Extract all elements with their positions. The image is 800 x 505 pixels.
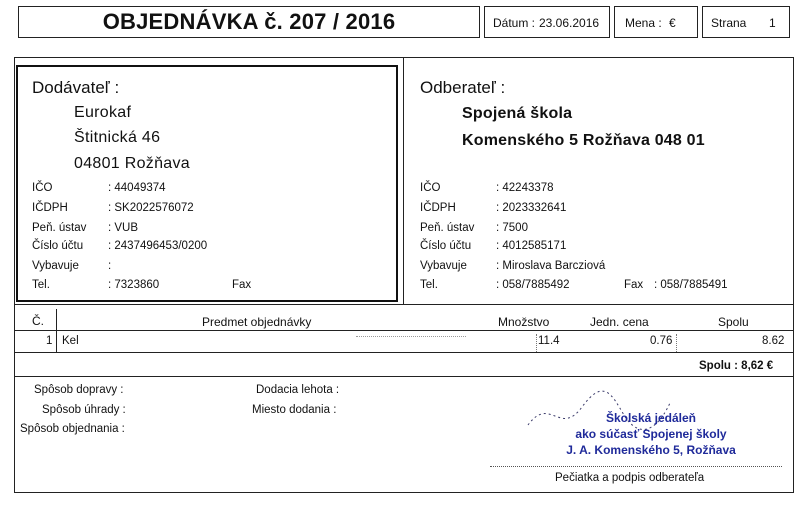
buyer-field-value: : 7500 <box>496 222 528 234</box>
supplier-field-label: Vybavuje <box>32 260 79 272</box>
table-row-line <box>14 352 794 353</box>
page-value: 1 <box>769 16 776 30</box>
buyer-field-value: : 058/7885492 <box>496 279 570 291</box>
supplier-field-value: : VUB <box>108 222 139 234</box>
buyer-field-label: Peň. ústav <box>420 222 475 234</box>
buyer-heading: Odberateľ : <box>420 78 506 97</box>
supplier-field-value: : <box>108 260 112 272</box>
currency-value: € <box>669 16 676 30</box>
stamp-line: Školská jedáleň <box>605 411 697 425</box>
buyer-field-label: Tel. <box>420 279 438 291</box>
signature-label: Pečiatka a podpis odberateľa <box>555 472 705 484</box>
date-label: Dátum : <box>493 16 536 30</box>
date-value: 23.06.2016 <box>539 16 600 30</box>
grand-total-value: 8,62 € <box>741 360 774 372</box>
row-qty: 11.4 <box>538 335 560 347</box>
supplier-field-label: IČDPH <box>32 202 68 214</box>
col-header-num: Č. <box>32 314 44 328</box>
supplier-city: 04801 Rožňava <box>74 155 190 172</box>
delivery-time-label: Dodacia lehota : <box>256 384 340 396</box>
buyer-field-value: : Miroslava Barcziová <box>496 260 606 272</box>
currency-box <box>614 6 698 38</box>
supplier-field-value: : 2437496453/0200 <box>108 240 208 252</box>
buyer-name: Spojená škola <box>462 105 573 122</box>
col-header-item: Predmet objednávky <box>202 315 312 329</box>
row-num: 1 <box>46 335 53 347</box>
date-box <box>484 6 610 38</box>
buyer-fax-value: : 058/7885491 <box>654 279 728 291</box>
row-total: 8.62 <box>762 335 785 347</box>
buyer-field-label: Vybavuje <box>420 260 467 272</box>
supplier-field-value: : 44049374 <box>108 182 166 194</box>
total-line <box>14 376 794 377</box>
supplier-heading: Dodávateľ : <box>32 78 120 97</box>
buyer-field-label: IČDPH <box>420 202 456 214</box>
grand-total <box>699 360 773 372</box>
table-row <box>14 334 794 350</box>
buyer-field-label: IČO <box>420 182 441 194</box>
signature-line <box>490 466 782 467</box>
stamp-line: ako súčasť Spojenej školy <box>575 427 727 441</box>
buyer-field-value: : 2023332641 <box>496 202 567 214</box>
col-header-qty: Množstvo <box>498 315 550 329</box>
row-item: Kel <box>62 335 79 347</box>
buyer-field-value: : 4012585171 <box>496 240 567 252</box>
buyer-field-label: Číslo účtu <box>420 240 472 252</box>
buyer-field-value: : 42243378 <box>496 182 554 194</box>
buyer-fax-label: Fax <box>624 279 644 291</box>
supplier-field-label: IČO <box>32 182 53 194</box>
party-divider <box>403 57 404 304</box>
delivery-place-label: Miesto dodania : <box>252 404 337 416</box>
supplier-field-value: : SK2022576072 <box>108 202 194 214</box>
grand-total-label: Spolu : <box>699 360 738 372</box>
section-divider <box>14 304 794 305</box>
supplier-name: Eurokaf <box>74 104 132 121</box>
supplier-fax-label: Fax <box>232 279 252 291</box>
table-header-line <box>14 330 794 331</box>
supplier-street: Štitnická 46 <box>74 129 161 146</box>
col-header-total: Spolu <box>718 315 749 329</box>
page-label: Strana <box>711 16 747 30</box>
buyer-address: Komenského 5 Rožňava 048 01 <box>462 132 705 149</box>
currency-label: Mena : <box>625 16 662 30</box>
stamp-line: J. A. Komenského 5, Rožňava <box>566 443 736 457</box>
transport-label: Spôsob dopravy : <box>34 384 124 396</box>
supplier-field-label: Tel. <box>32 279 50 291</box>
document-title: OBJEDNÁVKA č. 207 / 2016 <box>102 9 396 34</box>
page-box <box>702 6 790 38</box>
col-header-unit-price: Jedn. cena <box>590 315 649 329</box>
payment-label: Spôsob úhrady : <box>42 404 126 416</box>
supplier-field-label: Číslo účtu <box>32 240 84 252</box>
row-unit-price: 0.76 <box>650 335 673 347</box>
supplier-field-label: Peň. ústav <box>32 222 87 234</box>
ordering-label: Spôsob objednania : <box>20 423 125 435</box>
school-stamp <box>526 410 776 466</box>
supplier-field-value: : 7323860 <box>108 279 160 291</box>
